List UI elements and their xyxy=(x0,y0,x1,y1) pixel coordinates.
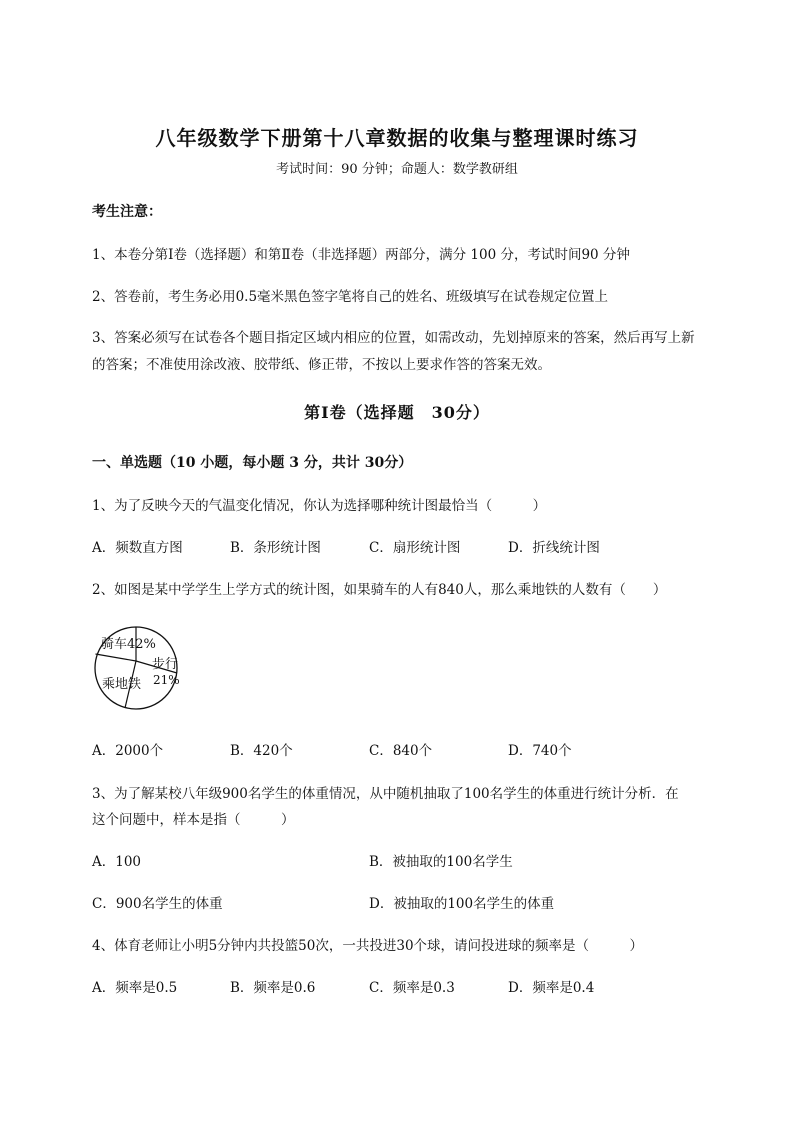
question-1-option-d[interactable]: D．折线统计图 xyxy=(508,540,600,556)
question-4-option-a[interactable]: A．频率是0.5 xyxy=(92,980,178,996)
question-4-option-c[interactable]: C．频率是0.3 xyxy=(369,980,455,996)
question-4-stem: 4、体育老师让小明5分钟内共投篮50次，一共投进30个球，请问投进球的频率是（ ） xyxy=(92,938,644,954)
pie-label-subway: 乘地铁 xyxy=(102,677,142,692)
part-title: 一、单选题（10 小题，每小题 3 分，共计 30分） xyxy=(92,455,413,471)
question-1-option-b[interactable]: B．条形统计图 xyxy=(230,540,321,556)
pie-label-bike: 骑车42% xyxy=(101,637,156,652)
question-3-option-b[interactable]: B．被抽取的100名学生 xyxy=(369,854,513,870)
notice-item-1: 1、本卷分第Ⅰ卷（选择题）和第Ⅱ卷（非选择题）两部分，满分 100 分，考试时间90 分钟 xyxy=(92,247,630,263)
pie-chart xyxy=(92,618,192,718)
exam-subtitle: 考试时间：90 分钟；命题人：数学教研组 xyxy=(276,162,518,177)
question-1-stem: 1、为了反映今天的气温变化情况，你认为选择哪种统计图最恰当（ ） xyxy=(92,498,547,514)
question-2-option-a[interactable]: A．2000个 xyxy=(92,743,164,759)
question-1-option-c[interactable]: C．扇形统计图 xyxy=(369,540,461,556)
question-3-stem-line-2: 这个问题中，样本是指（ ） xyxy=(92,812,295,828)
notice-item-3-line-1: 3、答案必须写在试卷各个题目指定区域内相应的位置，如需改动，先划掉原来的答案，然后再写上新 xyxy=(92,330,695,346)
question-3-option-d[interactable]: D．被抽取的100名学生的体重 xyxy=(369,896,555,912)
question-4-option-b[interactable]: B．频率是0.6 xyxy=(230,980,316,996)
question-3-option-c[interactable]: C．900名学生的体重 xyxy=(92,896,223,912)
notice-item-3-line-2: 的答案；不准使用涂改液、胶带纸、修正带，不按以上要求作答的答案无效。 xyxy=(92,357,551,373)
question-2-option-c[interactable]: C．840个 xyxy=(369,743,433,759)
notice-item-2: 2、答卷前，考生务必用0.5毫米黑色签字笔将自己的姓名、班级填写在试卷规定位置上 xyxy=(92,289,609,305)
pie-divider-left xyxy=(96,654,137,661)
exam-title: 八年级数学下册第十八章数据的收集与整理课时练习 xyxy=(155,126,639,150)
question-3-stem-line-1: 3、为了解某校八年级900名学生的体重情况，从中随机抽取了100名学生的体重进行统计分析．在 xyxy=(92,786,679,802)
question-3-option-a[interactable]: A．100 xyxy=(92,854,142,870)
question-1-option-a[interactable]: A．频数直方图 xyxy=(92,540,183,556)
section-title: 第Ⅰ卷（选择题 30分） xyxy=(304,403,490,422)
question-2-stem: 2、如图是某中学学生上学方式的统计图，如果骑车的人有840人，那么乘地铁的人数有（ ） xyxy=(92,582,667,598)
question-2-option-b[interactable]: B．420个 xyxy=(230,743,293,759)
pie-label-walk-name: 步行 xyxy=(152,657,179,672)
notice-heading: 考生注意： xyxy=(92,204,162,220)
question-2-option-d[interactable]: D．740个 xyxy=(508,743,572,759)
pie-label-walk-percent: 21% xyxy=(153,673,180,687)
question-4-option-d[interactable]: D．频率是0.4 xyxy=(508,980,595,996)
